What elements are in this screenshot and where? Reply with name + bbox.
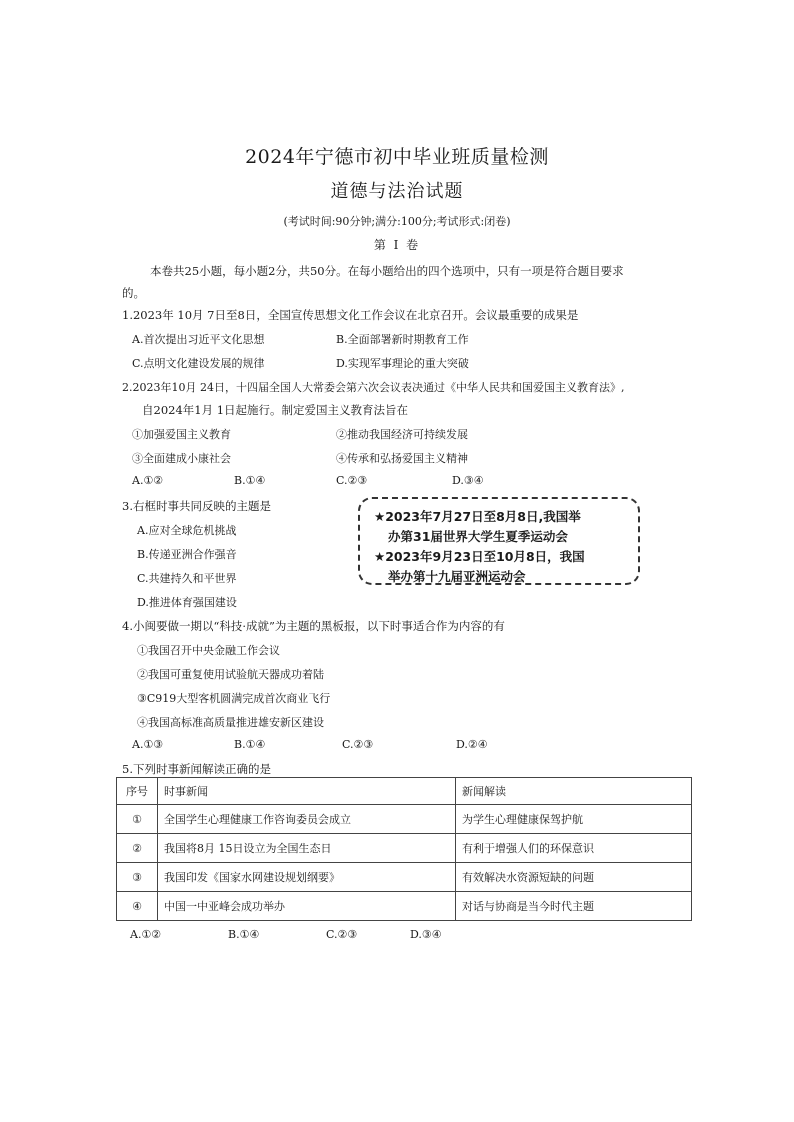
q4-option-d: D.②④ [456, 738, 488, 751]
q2-stem-line1: 2.2023年10月 24日，十四届全国人大常委会第六次会议表决通过《中华人民共和国爱国主义教育法》, [122, 381, 625, 394]
box-item2-line2: 举办第十九届亚洲运动会 [388, 569, 526, 584]
header-news: 时事新闻 [158, 778, 456, 805]
table-row [117, 863, 692, 892]
row-news: 中国一中亚峰会成功举办 [158, 892, 456, 921]
news-table [116, 777, 692, 921]
q3-news-box [358, 497, 640, 585]
q1-option-b: B.全面部署新时期教育工作 [336, 333, 469, 346]
q2-option-a: A.①② [132, 474, 164, 487]
header-number: 序号 [117, 778, 158, 805]
row-interpretation: 有效解决水资源短缺的问题 [456, 863, 692, 892]
q5-option-c: C.②③ [326, 928, 358, 941]
table-row [117, 805, 692, 834]
q4-statement-2: ②我国可重复使用试验航天器成功着陆 [137, 668, 324, 681]
q1-option-c: C.点明文化建设发展的规律 [132, 357, 265, 370]
q2-option-c: C.②③ [336, 474, 368, 487]
q5-option-d: D.③④ [410, 928, 442, 941]
box-item1-line2: 办第31届世界大学生夏季运动会 [388, 529, 568, 544]
q4-statement-3: ③C919大型客机圆满完成首次商业飞行 [137, 692, 331, 705]
q3-stem: 3.右框时事共同反映的主题是 [122, 499, 271, 513]
q3-option-b: B.传递亚洲合作强音 [137, 548, 237, 561]
header-interpretation: 新闻解读 [456, 778, 692, 805]
row-interpretation: 有利于增强人们的环保意识 [456, 834, 692, 863]
row-number: ① [117, 805, 158, 834]
q5-option-b: B.①④ [228, 928, 260, 941]
q2-statement-2: ②推动我国经济可持续发展 [336, 428, 468, 441]
row-news: 全国学生心理健康工作咨询委员会成立 [158, 805, 456, 834]
q3-option-d: D.推进体育强国建设 [137, 596, 237, 609]
q1-option-d: D.实现军事理论的重大突破 [336, 357, 469, 370]
box-item2-line1: ★2023年9月23日至10月8日，我国 [374, 549, 585, 564]
exam-title: 2024年宁德市初中毕业班质量检测 [245, 146, 549, 168]
q2-option-d: D.③④ [452, 474, 484, 487]
q2-option-b: B.①④ [234, 474, 266, 487]
q3-option-a: A.应对全球危机挑战 [137, 524, 237, 537]
row-interpretation: 为学生心理健康保驾护航 [456, 805, 692, 834]
q2-statement-1: ①加强爱国主义教育 [132, 428, 231, 441]
row-number: ③ [117, 863, 158, 892]
q2-statement-4: ④传承和弘扬爱国主义精神 [336, 452, 468, 465]
part-title: 第 Ⅰ 卷 [373, 238, 421, 252]
exam-info: (考试时间:90分钟;满分:100分;考试形式:闭卷) [283, 215, 511, 228]
instructions-line2: 的。 [122, 286, 145, 300]
q4-statement-1: ①我国召开中央金融工作会议 [137, 644, 280, 657]
table-row [117, 892, 692, 921]
table-header-row [117, 778, 692, 805]
q4-stem: 4.小闽要做一期以“科技·成就”为主题的黑板报，以下时事适合作为内容的有 [122, 619, 505, 633]
q2-stem-line2: 自2024年1月 1日起施行。制定爱国主义教育法旨在 [142, 403, 409, 417]
subject-title: 道德与法治试题 [330, 181, 464, 202]
q4-option-a: A.①③ [132, 738, 164, 751]
q4-option-b: B.①④ [234, 738, 266, 751]
q1-option-a: A.首次提出习近平文化思想 [132, 333, 265, 346]
q5-option-a: A.①② [130, 928, 162, 941]
table-row [117, 834, 692, 863]
row-interpretation: 对话与协商是当今时代主题 [456, 892, 692, 921]
q4-statement-4: ④我国高标准高质量推进雄安新区建设 [137, 716, 324, 729]
q1-stem: 1.2023年 10月 7日至8日，全国宣传思想文化工作会议在北京召开。会议最重要的成果是 [122, 308, 579, 322]
row-number: ② [117, 834, 158, 863]
q4-option-c: C.②③ [342, 738, 374, 751]
q2-statement-3: ③全面建成小康社会 [132, 452, 231, 465]
q3-option-c: C.共建持久和平世界 [137, 572, 237, 585]
row-news: 我国将8月 15日设立为全国生态日 [158, 834, 456, 863]
row-news: 我国印发《国家水网建设规划纲要》 [158, 863, 456, 892]
q5-stem: 5.下列时事新闻解读正确的是 [122, 762, 271, 776]
box-item1-line1: ★2023年7月27日至8月8日,我国举 [374, 509, 581, 524]
row-number: ④ [117, 892, 158, 921]
instructions-line1: 本卷共25小题，每小题2分，共50分。在每小题给出的四个选项中，只有一项是符合题目要求 [150, 264, 624, 278]
